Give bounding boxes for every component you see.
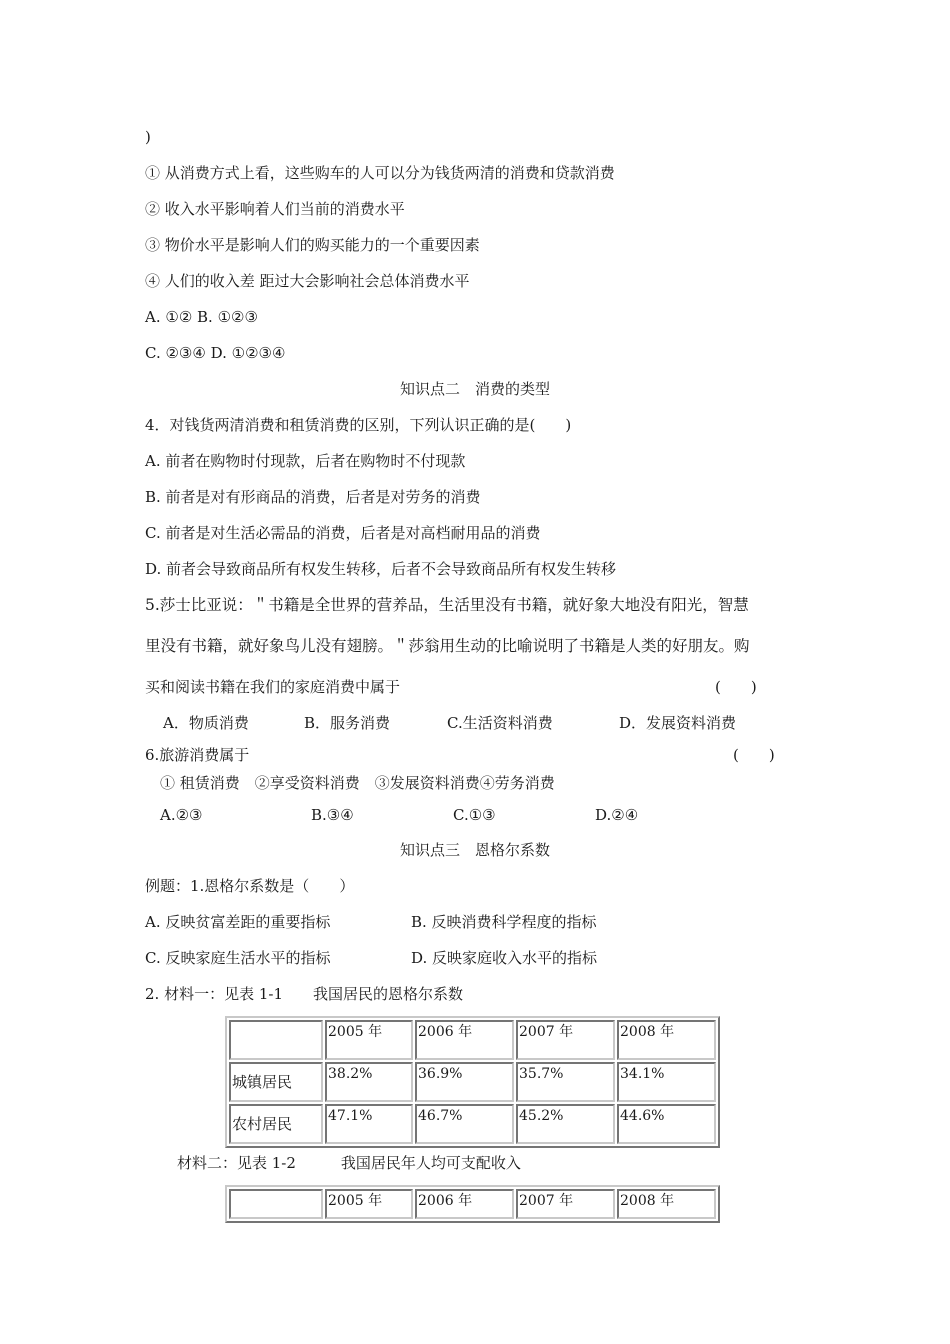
table-header-cell: 2005 年 — [325, 1189, 413, 1219]
section-title-consumption-types: 知识点二 消费的类型 — [399, 380, 550, 398]
q4-option-b: B. 前者是对有形商品的消费，后者是对劳务的消费 — [145, 488, 481, 506]
table-header-row — [229, 1189, 716, 1219]
q3-statement-1: ① 从消费方式上看，这些购车的人可以分为钱货两清的消费和贷款消费 — [145, 164, 615, 182]
section-title-engel-coefficient: 知识点三 恩格尔系数 — [399, 841, 550, 859]
engel-coefficient-table — [225, 1016, 720, 1148]
q4-option-d: D. 前者会导致商品所有权发生转移，后者不会导致商品所有权发生转移 — [145, 560, 617, 578]
table-cell: 47.1% — [325, 1104, 413, 1144]
table-cell: 35.7% — [516, 1062, 615, 1102]
q3-statement-4: ④ 人们的收入差 距过大会影响社会总体消费水平 — [145, 272, 470, 290]
table-header-cell: 2008 年 — [617, 1189, 716, 1219]
q4-option-a: A. 前者在购物时付现款，后者在购物时不付现款 — [145, 452, 466, 470]
material1-caption: 2. 材料一：见表 1-1 我国居民的恩格尔系数 — [145, 985, 464, 1003]
q6-statements: ① 租赁消费 ②享受资料消费 ③发展资料消费④劳务消费 — [160, 774, 555, 792]
q3-options-ab: A. ①② B. ①②③ — [145, 308, 258, 326]
table-header-row — [229, 1020, 716, 1060]
q6-option-a: A.②③ — [160, 806, 203, 824]
q5-option-d: D．发展资料消费 — [619, 714, 737, 732]
q5-stem-line-3: 买和阅读书籍在我们的家庭消费中属于 — [145, 678, 401, 696]
example-stem: 例题：1.恩格尔系数是（ ） — [145, 877, 355, 895]
table-header-cell: 2006 年 — [415, 1020, 514, 1060]
example-option-b: B. 反映消费科学程度的指标 — [411, 913, 597, 931]
table-cell: 45.2% — [516, 1104, 615, 1144]
table-header-cell: 2007 年 — [516, 1020, 615, 1060]
q5-option-c: C.生活资料消费 — [447, 714, 553, 732]
table-cell: 36.9% — [415, 1062, 514, 1102]
q4-option-c: C. 前者是对生活必需品的消费，后者是对高档耐用品的消费 — [145, 524, 541, 542]
example-option-a: A. 反映贫富差距的重要指标 — [145, 913, 331, 931]
table-cell: 38.2% — [325, 1062, 413, 1102]
table-header-cell: 2005 年 — [325, 1020, 413, 1060]
q4-stem: 4．对钱货两清消费和租赁消费的区别，下列认识正确的是( ) — [145, 416, 572, 434]
table-header-cell: 2008 年 — [617, 1020, 716, 1060]
q3-statement-2: ② 收入水平影响着人们当前的消费水平 — [145, 200, 405, 218]
q3-statement-3: ③ 物价水平是影响人们的购买能力的一个重要因素 — [145, 236, 480, 254]
table-header-cell: 2007 年 — [516, 1189, 615, 1219]
question-closing-paren: ) — [145, 128, 151, 146]
q5-stem-line-2: 里没有书籍，就好象鸟儿没有翅膀。＂莎翁用生动的比喻说明了书籍是人类的好朋友。购 — [145, 637, 750, 655]
table-header-cell — [229, 1189, 323, 1219]
example-option-d: D. 反映家庭收入水平的指标 — [411, 949, 598, 967]
q6-option-d: D.②④ — [595, 806, 639, 824]
table-cell: 34.1% — [617, 1062, 716, 1102]
table-cell: 46.7% — [415, 1104, 514, 1144]
table-row — [229, 1104, 716, 1144]
table-row-label: 农村居民 — [229, 1104, 323, 1144]
q5-stem-line-1: 5.莎士比亚说：＂书籍是全世界的营养品，生活里没有书籍，就好象大地没有阳光，智慧 — [145, 596, 749, 614]
q6-option-b: B.③④ — [311, 806, 354, 824]
q5-option-a: A．物质消费 — [163, 714, 249, 732]
q6-answer-paren: ( ) — [733, 746, 775, 764]
table-row — [229, 1062, 716, 1102]
q3-options-cd: C. ②③④ D. ①②③④ — [145, 344, 286, 362]
table-cell: 44.6% — [617, 1104, 716, 1144]
table-row-label: 城镇居民 — [229, 1062, 323, 1102]
table-header-cell: 2006 年 — [415, 1189, 514, 1219]
table-header-cell — [229, 1020, 323, 1060]
q6-stem: 6.旅游消费属于 — [145, 746, 250, 764]
material2-caption: 材料二：见表 1-2 我国居民年人均可支配收入 — [177, 1154, 521, 1172]
q5-option-b: B．服务消费 — [304, 714, 391, 732]
disposable-income-table — [225, 1185, 720, 1223]
example-option-c: C. 反映家庭生活水平的指标 — [145, 949, 331, 967]
q6-option-c: C.①③ — [453, 806, 496, 824]
q5-answer-paren: ( ) — [715, 678, 757, 696]
